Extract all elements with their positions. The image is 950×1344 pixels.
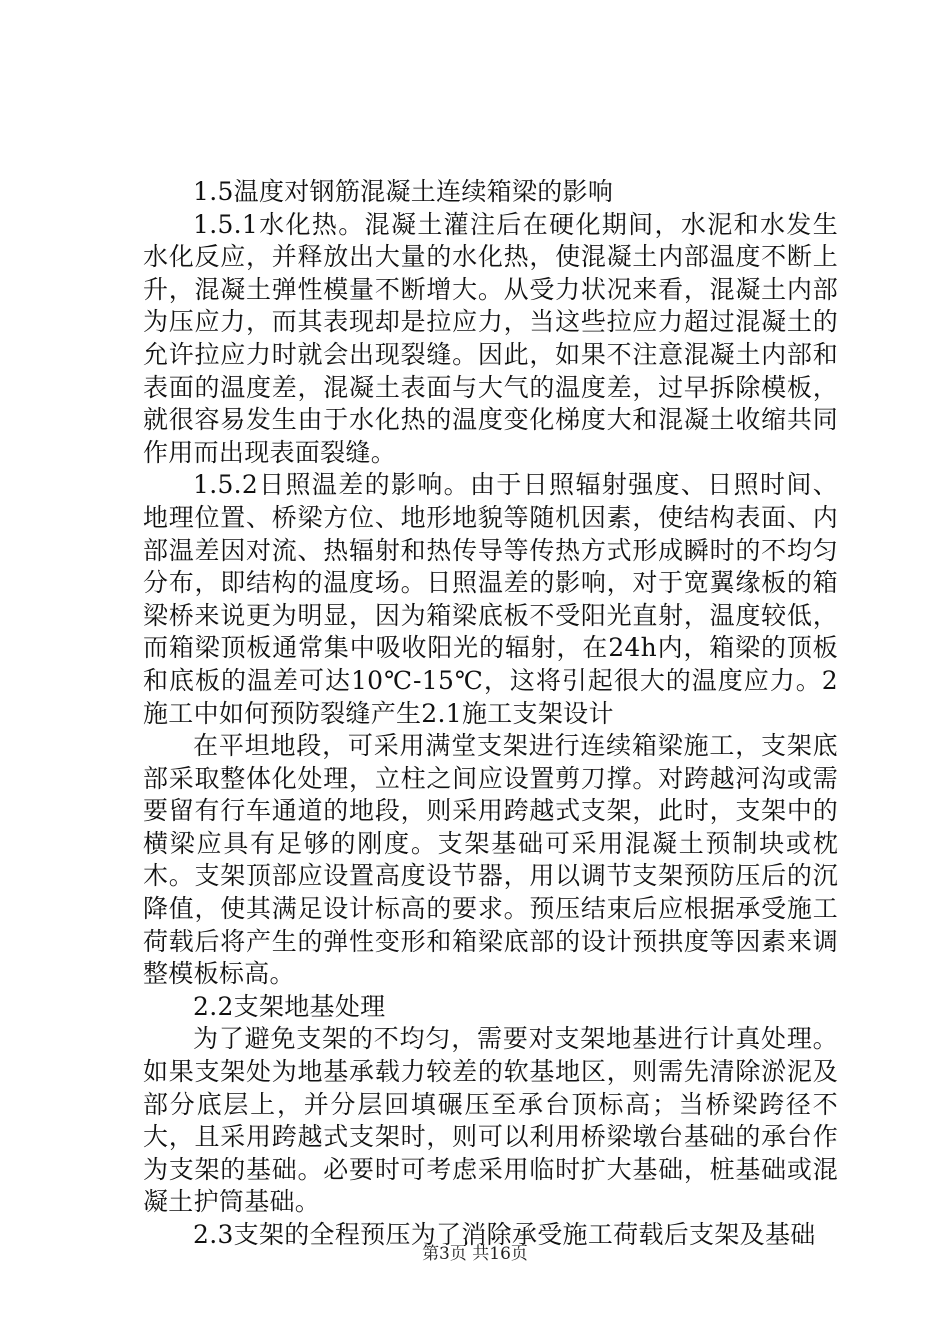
paragraph-hydration-heat: 1.5.1水化热。混凝土灌注后在硬化期间，水泥和水发生水化反应，并释放出大量的水化热，使混凝土内部温度不断上升，混凝土弹性模量不断增大。从受力状况来看，混凝土内部为压应力，而其表现却是拉应力，当这些拉应力超过混凝土的允许拉应力时就会出现裂缝。因此，如果不注意混凝土内部和表面的温度差，混凝土表面与大气的温度差，过早拆除模板，就很容易发生由于水化热的温度变化梯度大和混凝土收缩共同作用而出现表面裂缝。 xyxy=(143,209,838,467)
document-body xyxy=(143,176,838,1252)
paragraph-preloading: 2.3支架的全程预压为了消除承受施工荷载后支架及基础 xyxy=(193,1220,816,1249)
section-heading-2-2: 2.2支架地基处理 xyxy=(193,991,386,1021)
page-number: 第3页 共16页 xyxy=(422,1244,528,1264)
paragraph-support-design: 在平坦地段，可采用满堂支架进行连续箱梁施工，支架底部采取整体化处理，立柱之间应设置剪刀撑。对跨越河沟或需要留有行车通道的地段，则采用跨越式支架，此时，支架中的横梁应具有足够的刚度。支架基础可采用混凝土预制块或枕木。支架顶部应设置高度设节器，用以调节支架预防压后的沉降值，使其满足设计标高的要求。预压结束后应根据承受施工荷载后将产生的弹性变形和箱梁底部的设计预拱度等因素来调整模板标高。 xyxy=(143,731,838,989)
paragraph-foundation-treatment: 为了避免支架的不均匀，需要对支架地基进行计真处理。如果支架处为地基承载力较差的软基地区，则需先清除淤泥及部分底层上，并分层回填碾压至承台顶标高；当桥梁跨径不大，且采用跨越式支架时，则可以利用桥梁墩台基础的承台作为支架的基础。必要时可考虑采用临时扩大基础，桩基础或混凝土护筒基础。 xyxy=(143,1024,838,1217)
page-footer xyxy=(0,1244,950,1264)
section-heading-1-5: 1.5温度对钢筋混凝土连续箱梁的影响 xyxy=(193,177,614,206)
paragraph-solar-temperature: 1.5.2日照温差的影响。由于日照辐射强度、日照时间、地理位置、桥梁方位、地形地貌等随机因素，使结构表面、内部温差因对流、热辐射和热传导等传热方式形成瞬时的不均匀分布，即结构的温度场。日照温差的影响，对于宽翼缘板的箱梁桥来说更为明显，因为箱梁底板不受阳光直射，温度较低，而箱梁顶板通常集中吸收阳光的辐射，在24h内，箱梁的顶板和底板的温差可达10℃-15℃，这将引起很大的温度应力。2施工中如何预防裂缝产生2.1施工支架设计 xyxy=(143,470,838,728)
